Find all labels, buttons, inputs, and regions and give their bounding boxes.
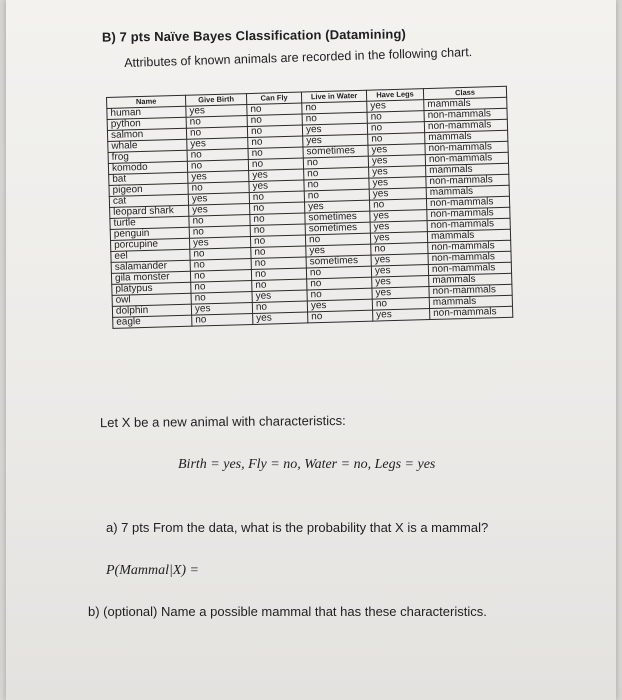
animal-attributes-table (106, 86, 513, 329)
table-cell: eagle (113, 315, 192, 328)
table-cell: yes (370, 232, 427, 245)
table-cell: non-mammals (427, 207, 510, 220)
table-cell: no (306, 266, 371, 279)
table-cell: sometimes (306, 255, 371, 268)
table-cell: non-mammals (430, 306, 513, 319)
table-cell: no (367, 111, 424, 124)
table-cell: mammals (429, 273, 512, 286)
table-cell: yes (302, 123, 367, 136)
table-cell: no (188, 182, 249, 195)
table-cell: no (372, 298, 429, 311)
table-cell: sometimes (305, 211, 370, 224)
table-cell: sometimes (305, 222, 370, 235)
table-cell: non-mammals (427, 218, 510, 231)
table-cell: non-mammals (428, 251, 511, 264)
column-header: Give Birth (185, 94, 246, 107)
table-cell: mammals (426, 185, 509, 198)
table-cell: yes (370, 221, 427, 234)
table-cell: no (190, 270, 251, 283)
table-cell: gila monster (111, 271, 190, 284)
table-cell: no (304, 189, 369, 202)
table-cell: no (187, 149, 248, 162)
problem-heading: B) 7 pts Naïve Bayes Classification (Datamining) (101, 26, 406, 45)
new-animal-text: Let X be a new animal with characteristics: (99, 412, 346, 431)
question-b: b) (optional) Name a possible mammal that has these characteristics. (88, 604, 487, 619)
table-cell: non-mammals (429, 284, 512, 297)
table-cell: no (186, 116, 247, 129)
table-cell: bat (109, 172, 188, 185)
table-cell: yes (369, 177, 426, 190)
table-cell: yes (369, 188, 426, 201)
table-cell: yes (368, 155, 425, 168)
table-cell: yes (188, 171, 249, 184)
table-cell: no (305, 233, 370, 246)
table-cell: yes (372, 276, 429, 289)
column-header: Class (423, 86, 506, 99)
table-cell: pigeon (109, 183, 188, 196)
table-cell: frog (108, 150, 187, 163)
table-cell: komodo (108, 161, 187, 174)
table-cell: no (250, 213, 305, 226)
column-header: Live in Water (301, 90, 366, 103)
table-cell: non-mammals (424, 119, 507, 132)
table-cell: yes (371, 254, 428, 267)
table-cell: no (187, 160, 248, 173)
table-cell: non-mammals (425, 141, 508, 154)
table-cell: mammals (425, 130, 508, 143)
table-cell: no (308, 310, 373, 323)
table-cell: no (247, 114, 302, 127)
column-header: Can Fly (246, 92, 301, 105)
table-cell: leopard shark (110, 205, 189, 218)
table-cell: yes (370, 210, 427, 223)
question-a: a) 7 pts From the data, what is the probability that X is a mammal? (106, 520, 489, 535)
table-cell: porcupine (111, 238, 190, 251)
table-cell: yes (253, 312, 308, 325)
table-cell: no (189, 226, 250, 239)
table-cell: yes (186, 105, 247, 118)
table-cell: non-mammals (425, 152, 508, 165)
table-cell: mammals (429, 295, 512, 308)
table-cell: non-mammals (428, 240, 511, 253)
table-cell: sometimes (303, 145, 368, 158)
table-cell: yes (368, 144, 425, 157)
table-cell: no (248, 136, 303, 149)
table-cell: salamander (111, 260, 190, 273)
table-cell: cat (109, 194, 188, 207)
table-cell: no (248, 147, 303, 160)
paper-sheet (6, 0, 616, 700)
table-cell: yes (249, 180, 304, 193)
table-cell: no (192, 313, 253, 326)
table-cell: no (252, 279, 307, 292)
table-cell: mammals (426, 163, 509, 176)
table-cell: dolphin (112, 304, 191, 317)
table-cell: non-mammals (426, 196, 509, 209)
table-cell: no (307, 277, 372, 290)
table-cell: no (371, 243, 428, 256)
table-cell: non-mammals (426, 174, 509, 187)
table-cell: yes (369, 166, 426, 179)
table-cell: platypus (112, 282, 191, 295)
table-cell: yes (188, 193, 249, 206)
table-cell: whale (108, 139, 187, 152)
table-cell: no (307, 288, 372, 301)
column-header: Name (107, 95, 186, 108)
table-cell: no (186, 127, 247, 140)
table-cell: non-mammals (428, 262, 511, 275)
table-cell: no (247, 103, 302, 116)
table-cell: no (248, 158, 303, 171)
table-cell: no (251, 257, 306, 270)
table-cell: no (250, 235, 305, 248)
table-cell: no (250, 202, 305, 215)
table-cell: human (107, 106, 186, 119)
table-cell: no (189, 215, 250, 228)
table-cell: no (302, 101, 367, 114)
table-cell: yes (249, 169, 304, 182)
table-cell: no (303, 156, 368, 169)
table-cell: penguin (110, 227, 189, 240)
table-cell: yes (189, 237, 250, 250)
table-cell: no (191, 291, 252, 304)
table-cell: turtle (110, 216, 189, 229)
table-cell: no (251, 268, 306, 281)
table-cell: eel (111, 249, 190, 262)
table-cell: yes (372, 287, 429, 300)
table-cell: no (252, 301, 307, 314)
table-cell: no (304, 167, 369, 180)
table-cell: no (247, 125, 302, 138)
table-cell: no (369, 199, 426, 212)
table-cell: yes (305, 200, 370, 213)
table-cell: yes (371, 265, 428, 278)
animal-table-wrapper (106, 86, 513, 329)
table-cell: mammals (424, 97, 507, 110)
table-cell: no (302, 112, 367, 125)
table-cell: yes (306, 244, 371, 257)
table-cell: non-mammals (424, 108, 507, 121)
probability-expression: P(Mammal|X) = (106, 563, 199, 578)
table-cell: no (191, 281, 252, 294)
table-cell: yes (367, 100, 424, 113)
new-animal-formula: Birth = yes, Fly = no, Water = no, Legs = yes (178, 457, 436, 472)
table-cell: no (249, 191, 304, 204)
table-cell: yes (307, 299, 372, 312)
table-cell: no (304, 178, 369, 191)
table-cell: yes (303, 134, 368, 147)
table-cell: no (190, 259, 251, 272)
table-cell: no (251, 246, 306, 259)
table-cell: no (250, 224, 305, 237)
table-cell: salmon (107, 128, 186, 141)
table-cell: yes (189, 204, 250, 217)
table-cell: owl (112, 293, 191, 306)
table-cell: no (367, 122, 424, 135)
table-cell: no (190, 248, 251, 261)
table-cell: yes (191, 302, 252, 315)
table-cell: yes (373, 309, 430, 322)
table-cell: no (368, 133, 425, 146)
intro-text: Attributes of known animals are recorded in the following chart. (124, 45, 473, 70)
table-cell: python (107, 117, 186, 130)
column-header: Have Legs (366, 89, 423, 102)
table-body (107, 97, 513, 328)
table-cell: yes (252, 290, 307, 303)
table-cell: yes (187, 138, 248, 151)
table-cell: mammals (427, 229, 510, 242)
